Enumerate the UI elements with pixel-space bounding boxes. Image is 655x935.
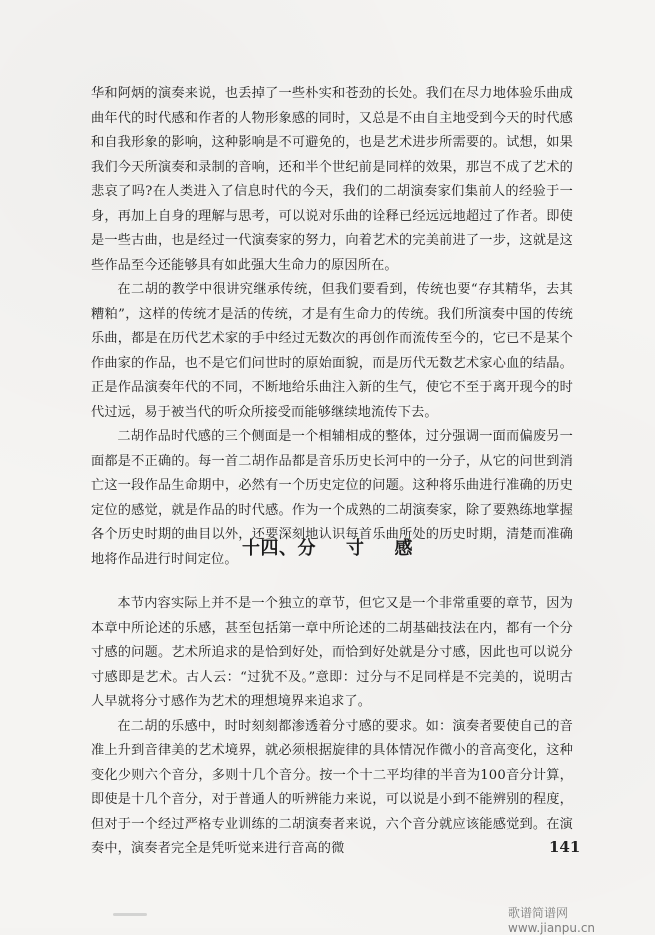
- body-text-bottom: [91, 592, 573, 862]
- section-number: 十四、: [242, 538, 298, 559]
- scan-mark: [113, 913, 147, 916]
- paragraph: 本节内容实际上并不是一个独立的章节，但它又是一个非常重要的章节，因为本章中所论述的乐感，甚至包括第一章中所论述的二胡基础技法在内，都有一个分寸感的问题。艺术所追求的是恰到好处，而恰到好处就是分寸感，因此也可以说分寸感即是艺术。古人云：“过犹不及。”意即：过分与不足同样是不完美的，说明古人早就将分寸感作为艺术的理想境界来追求了。: [91, 596, 573, 709]
- paragraph: 在二胡的教学中很讲究继承传统，但我们要看到，传统也要“存其精华，去其糟粕”，这样的传统才是活的传统，才是有生命力的传统。我们所演奏中国的传统乐曲，都是在历代艺术家的手中经过无数次的再创作而流传至今的，它已不是某个作曲家的作品，也不是它们问世时的原始面貌，而是历代无数艺术家心血的结晶。正是作品演奏年代的不同，不断地给乐曲注入新的生气，使它不至于离开现今的时代过远，易于被当代的听众所接受而能够继续地流传下去。: [91, 282, 573, 420]
- paragraph: 二胡作品时代感的三个侧面是一个相辅相成的整体，过分强调一面而偏废另一面都是不正确的。每一首二胡作品都是音乐历史长河中的一分子，从它的问世到消亡这一段作品生命期中，必然有一个历史定位的问题。这种将乐曲进行准确的历史定位的感觉，就是作品的时代感。作为一个成熟的二胡演奏家，除了要熟练地掌握各个历史时期的曲目以外，还要深刻地认识每首乐曲所处的历史时期，清楚而准确地将作品进行时间定位。: [91, 429, 573, 567]
- section-heading: [0, 534, 655, 560]
- section-title-char: 分: [297, 538, 316, 559]
- paragraph: 在二胡的乐感中，时时刻刻都渗透着分寸感的要求。如：演奏者要使自己的音准上升到音律美的艺术境界，就必须根据旋律的具体情况作微小的音高变化，这种变化少则六个音分，多则十几个音分。按一个十二平均律的半音为100音分计算，即使是十几个音分，对于普通人的听辨能力来说，可以说是小到不能辨别的程度，但对于一个经过严格专业训练的二胡演奏者来说，六个音分就应该能感觉到。在演奏中，演奏者完全是凭听觉来进行音高的微: [91, 718, 573, 856]
- page-number: 141: [549, 838, 581, 856]
- watermark: 歌谱简谱网 www.jianpu.cn: [508, 906, 596, 935]
- body-text-top: [91, 82, 573, 572]
- paragraph: 华和阿炳的演奏来说，也丢掉了一些朴实和苍劲的长处。我们在尽力地体验乐曲成曲年代的时代感和作者的人物形象感的同时，又总是不由自主地受到今天的时代感和自我形象的影响，这种影响是不可避免的，也是艺术进步所需要的。试想，如果我们今天所演奏和录制的音响，还和半个世纪前是同样的效果，那岂不成了艺术的悲哀了吗?在人类进入了信息时代的今天，我们的二胡演奏家们集前人的经验于一身，再加上自身的理解与思考，可以说对乐曲的诠释已经远远地超过了作者。即使是一些古曲，也是经过一代演奏家的努力，向着艺术的完美前进了一步，这就是这些作品至今还能够具有如此强大生命力的原因所在。: [91, 86, 573, 273]
- section-title-char: 感: [394, 538, 413, 559]
- section-title-char: 寸: [346, 538, 365, 559]
